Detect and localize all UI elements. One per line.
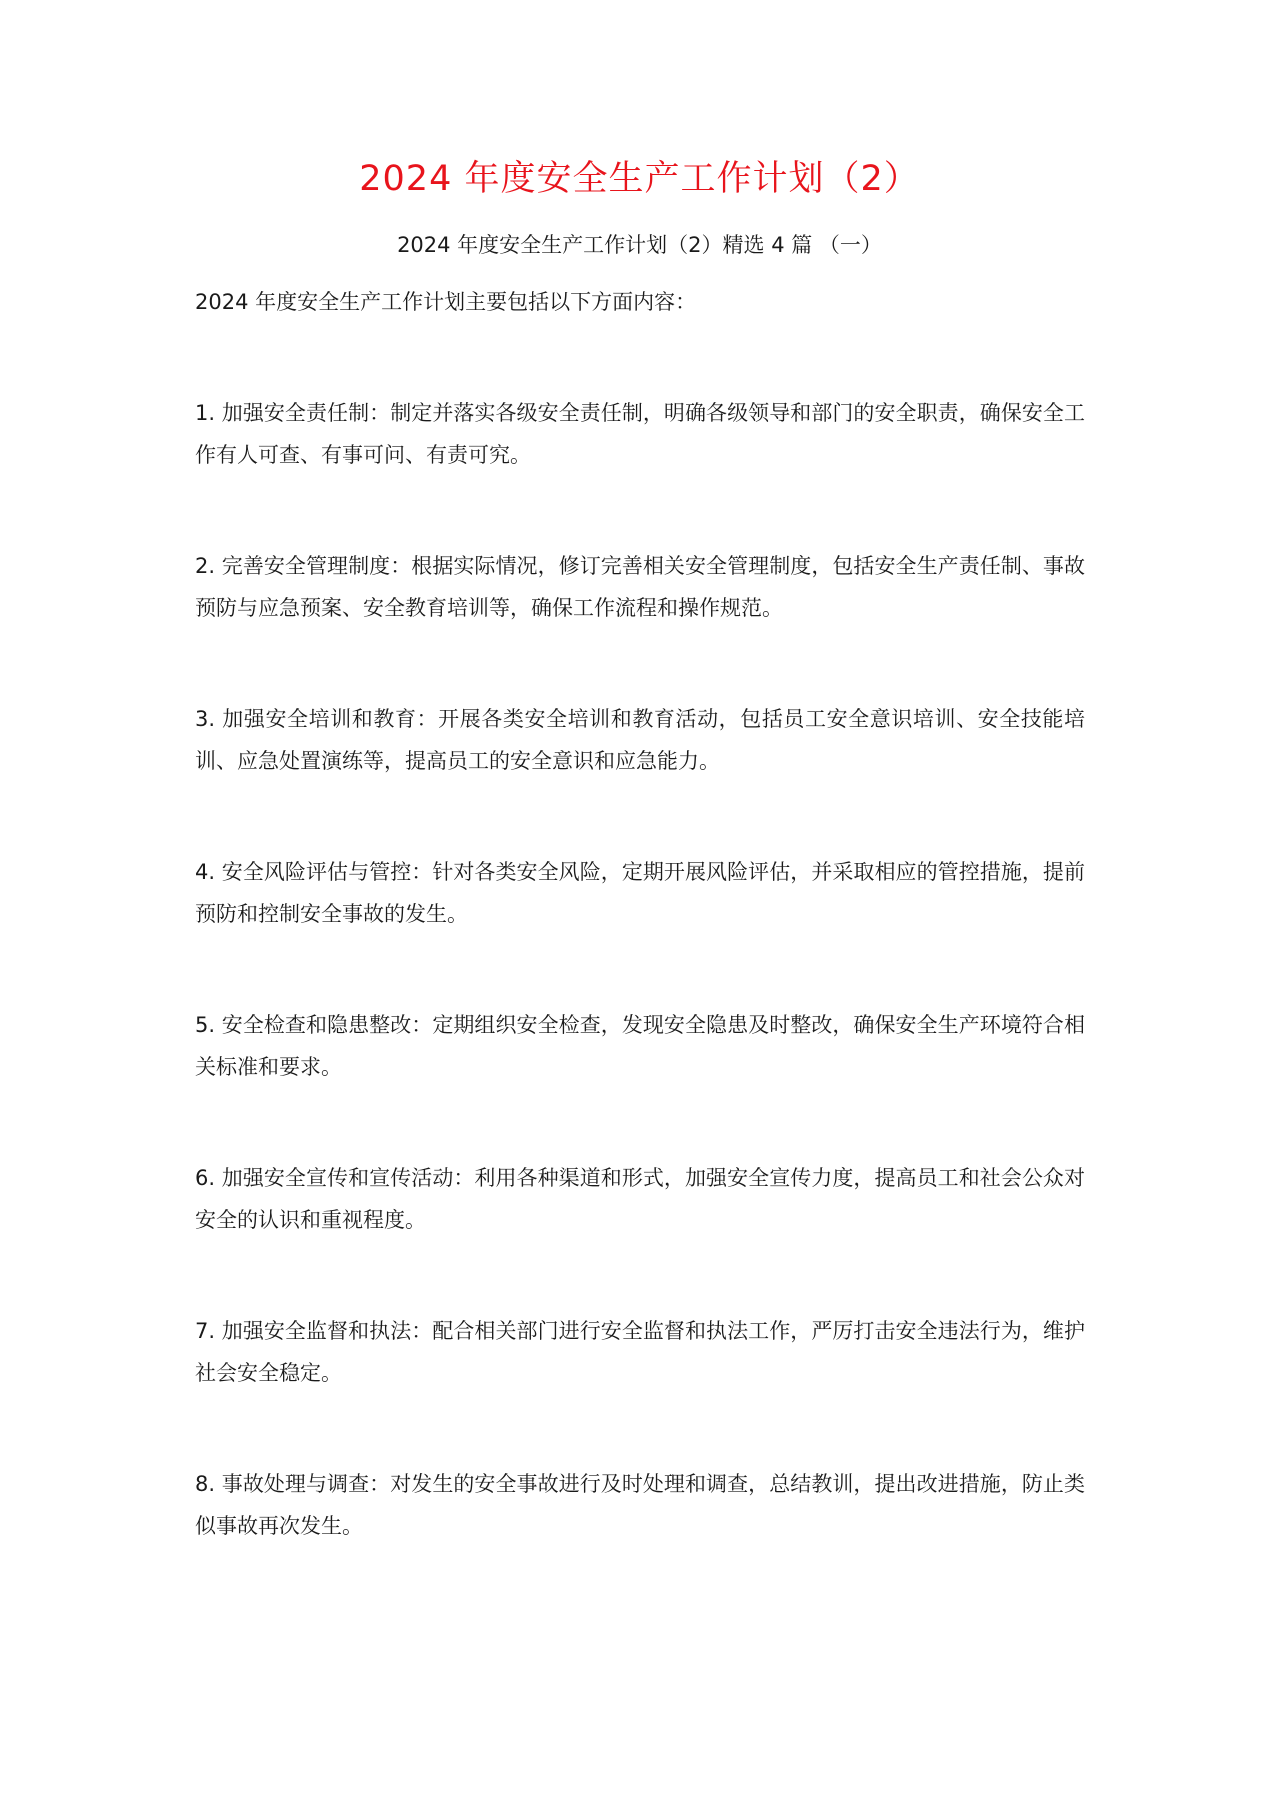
list-item-6: 6. 加强安全宣传和宣传活动：利用各种渠道和形式，加强安全宣传力度，提高员工和社会公众对安全的认识和重视程度。 xyxy=(195,1166,1085,1232)
intro-paragraph: 2024 年度安全生产工作计划主要包括以下方面内容： xyxy=(195,290,697,314)
document-subtitle: 2024 年度安全生产工作计划（2）精选 4 篇 （一） xyxy=(397,233,882,257)
list-item-3: 3. 加强安全培训和教育：开展各类安全培训和教育活动，包括员工安全意识培训、安全技能培训、应急处置演练等，提高员工的安全意识和应急能力。 xyxy=(195,707,1085,773)
list-item-8: 8. 事故处理与调查：对发生的安全事故进行及时处理和调查，总结教训，提出改进措施，防止类似事故再次发生。 xyxy=(195,1472,1085,1538)
list-item-7: 7. 加强安全监督和执法：配合相关部门进行安全监督和执法工作，严厉打击安全违法行为，维护社会安全稳定。 xyxy=(195,1319,1085,1385)
list-item-2: 2. 完善安全管理制度：根据实际情况，修订完善相关安全管理制度，包括安全生产责任制、事故预防与应急预案、安全教育培训等，确保工作流程和操作规范。 xyxy=(195,554,1085,620)
list-item-1: 1. 加强安全责任制：制定并落实各级安全责任制，明确各级领导和部门的安全职责，确保安全工作有人可查、有事可问、有责可究。 xyxy=(195,401,1085,467)
document-title: 2024 年度安全生产工作计划（2） xyxy=(359,159,920,199)
list-item-5: 5. 安全检查和隐患整改：定期组织安全检查，发现安全隐患及时整改，确保安全生产环境符合相关标准和要求。 xyxy=(195,1013,1085,1079)
list-item-4: 4. 安全风险评估与管控：针对各类安全风险，定期开展风险评估，并采取相应的管控措施，提前预防和控制安全事故的发生。 xyxy=(195,860,1085,926)
